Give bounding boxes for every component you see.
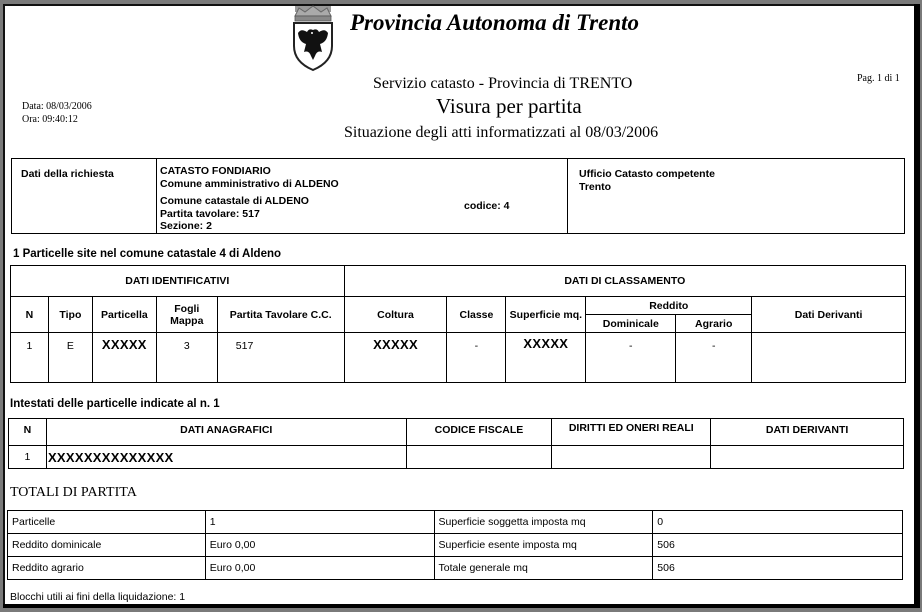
- cell-fogli-mappa: 3: [156, 333, 217, 383]
- intestati-section-title: Intestati delle particelle indicate al n. 1: [10, 398, 220, 410]
- document-subtitle: Situazione degli atti informatizzati al 08/03/2006: [344, 124, 659, 141]
- totali-value: 1: [205, 511, 434, 534]
- cell-superficie: XXXXX: [506, 333, 586, 383]
- cell-n: 1: [11, 333, 49, 383]
- cell-particella: XXXXX: [92, 333, 156, 383]
- ufficio-value: Trento: [579, 181, 612, 193]
- page-shadow-right: [914, 4, 920, 608]
- coat-of-arms-icon: [287, 2, 339, 72]
- table-row: [9, 446, 904, 469]
- page-indicator: Pag. 1 di 1: [857, 73, 900, 84]
- particelle-table: [10, 265, 906, 383]
- cell-partita-tavolare: 517: [217, 333, 344, 383]
- table-row: [8, 534, 903, 557]
- totali-value: 506: [653, 557, 903, 580]
- col-fogli-mappa: Fogli Mappa: [156, 297, 217, 333]
- date-label: Data: 08/03/2006: [22, 101, 92, 112]
- partita-tavolare: Partita tavolare: 517: [160, 208, 260, 220]
- cell-dati-anagrafici: XXXXXXXXXXXXXX: [46, 446, 406, 469]
- particelle-section-title: 1 Particelle site nel comune catastale 4 di Aldeno: [13, 248, 282, 260]
- totali-title: TOTALI DI PARTITA: [10, 485, 137, 500]
- col-superficie: Superficie mq.: [506, 297, 586, 333]
- cell-agrario: -: [676, 333, 752, 383]
- comune-amministrativo: Comune amministrativo di ALDENO: [160, 178, 339, 190]
- col-coltura: Coltura: [344, 297, 447, 333]
- group-dati-classamento: DATI DI CLASSAMENTO: [344, 266, 905, 297]
- cell-coltura: XXXXX: [344, 333, 447, 383]
- cell-tipo: E: [48, 333, 92, 383]
- table-row: [11, 333, 906, 383]
- totali-label: Particelle: [8, 511, 206, 534]
- time-label: Ora: 09:40:12: [22, 114, 78, 125]
- col-agrario: Agrario: [676, 315, 752, 333]
- col-dati-anagrafici: DATI ANAGRAFICI: [46, 419, 406, 446]
- col-dati-derivanti: Dati Derivanti: [752, 297, 906, 333]
- sezione: Sezione: 2: [160, 220, 212, 232]
- intestati-table: [8, 418, 904, 469]
- table-row: [8, 557, 903, 580]
- document-title: Visura per partita: [436, 94, 582, 118]
- cell-dati-derivanti: [711, 446, 904, 469]
- totali-table: [7, 510, 903, 580]
- table-row: [8, 511, 903, 534]
- blocchi-liquidazione: Blocchi utili ai fini della liquidazione: 1: [10, 591, 186, 603]
- cell-diritti-oneri: [552, 446, 711, 469]
- organization-title: Provincia Autonoma di Trento: [350, 10, 640, 35]
- request-data-box: [11, 158, 905, 234]
- col-classe: Classe: [447, 297, 506, 333]
- col-diritti-oneri: DIRITTI ED ONERI REALI: [552, 419, 711, 446]
- totali-label: Superficie soggetta imposta mq: [434, 511, 653, 534]
- totali-value: Euro 0,00: [205, 534, 434, 557]
- ufficio-label: Ufficio Catasto competente: [579, 168, 715, 180]
- col-tipo: Tipo: [48, 297, 92, 333]
- totali-label: Superficie esente imposta mq: [434, 534, 653, 557]
- totali-label: Reddito agrario: [8, 557, 206, 580]
- col-particella: Particella: [92, 297, 156, 333]
- col-partita-tavolare: Partita Tavolare C.C.: [217, 297, 344, 333]
- cell-codice-fiscale: [406, 446, 552, 469]
- cell-classe: -: [447, 333, 506, 383]
- cell-dominicale: -: [586, 333, 676, 383]
- service-title: Servizio catasto - Provincia di TRENTO: [373, 75, 633, 92]
- cell-n: 1: [9, 446, 47, 469]
- totali-value: 506: [653, 534, 903, 557]
- col-n: N: [11, 297, 49, 333]
- timestamp: [22, 100, 92, 126]
- col-dati-derivanti: DATI DERIVANTI: [711, 419, 904, 446]
- request-label-cell: [12, 159, 157, 233]
- totali-value: 0: [653, 511, 903, 534]
- request-label: Dati della richiesta: [21, 168, 114, 180]
- totali-label: Reddito dominicale: [8, 534, 206, 557]
- codice: codice: 4: [464, 200, 510, 212]
- col-codice-fiscale: CODICE FISCALE: [406, 419, 552, 446]
- col-dominicale: Dominicale: [586, 315, 676, 333]
- col-reddito: Reddito: [586, 297, 752, 315]
- totali-value: Euro 0,00: [205, 557, 434, 580]
- catasto-type: CATASTO FONDIARIO: [160, 165, 271, 177]
- totali-label: Totale generale mq: [434, 557, 653, 580]
- cell-dati-derivanti: [752, 333, 906, 383]
- page-shadow-bottom: [3, 604, 920, 608]
- request-details-cell: [157, 159, 568, 233]
- comune-catastale: Comune catastale di ALDENO: [160, 195, 309, 207]
- group-dati-identificativi: DATI IDENTIFICATIVI: [11, 266, 345, 297]
- col-n: N: [9, 419, 47, 446]
